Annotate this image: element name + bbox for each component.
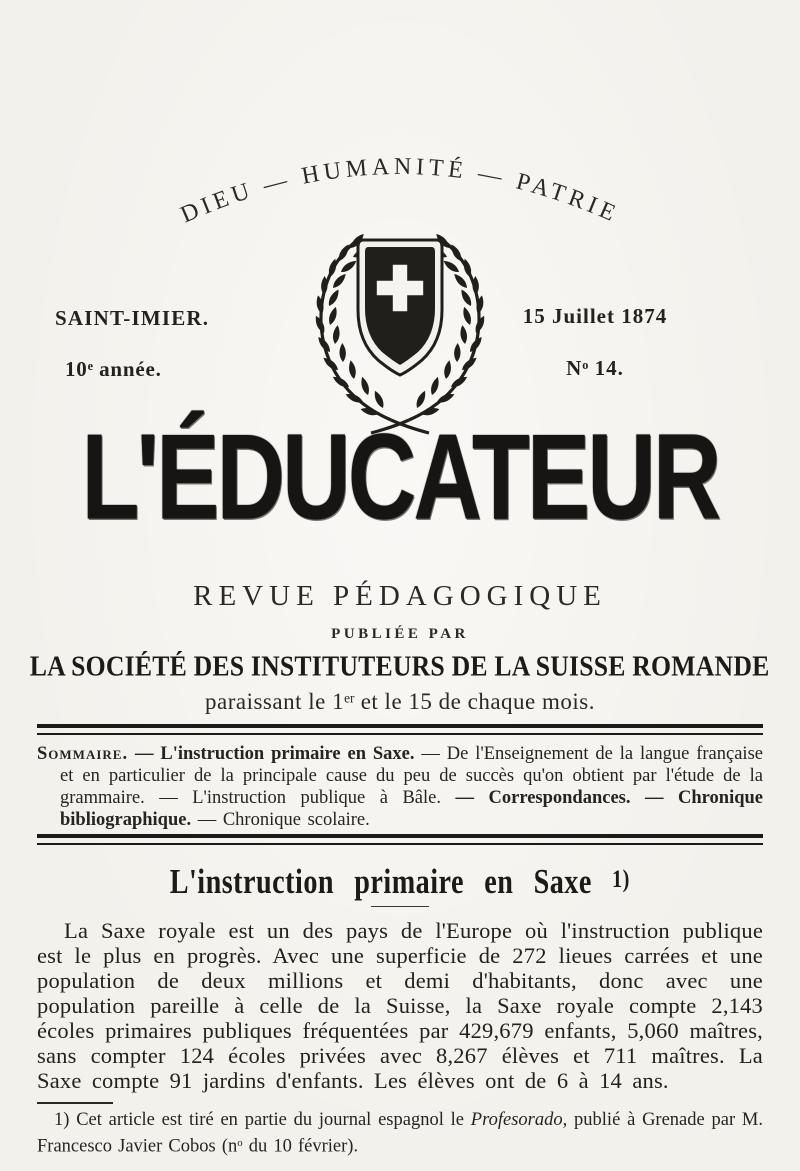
sommaire-item-enseignement: — De l'Enseignement de la langue française et en particulier de la principale cause du peu de succès qu'on obtient par l'étude de la grammaire. xyxy=(60,744,763,808)
journal-title: L'ÉDUCATEUR xyxy=(81,409,719,546)
sommaire-item-scolaire: — Chronique scolaire. xyxy=(191,810,370,830)
sommaire-item-correspondances: — Correspondances. xyxy=(441,788,631,808)
article-title: L'instruction primaire en Saxe 1) xyxy=(169,862,631,902)
published-by-label: PUBLIÉE PAR xyxy=(331,626,469,642)
publisher-society: LA SOCIÉTÉ DES INSTITUTEURS DE LA SUISSE ROMANDE xyxy=(30,650,770,683)
issue-date: 15 Juillet 1874 xyxy=(522,304,668,328)
issue-number: $N^o$ 14. xyxy=(566,356,624,380)
footnote-reference: 1) xyxy=(612,864,631,893)
svg-text:DIEU — HUMANITÉ — PATRIE xyxy=(177,154,623,229)
article-body: La Saxe royale est un des pays de l'Europe où l'instruction publique est le plus en progrès. Avec une superficie de 272 lieues carrées et une population de deux millions et demi d'habitants, donc avec une population pareille à celle de la Suisse, la Saxe royale compte 2,143 écoles primaires publiques fréquentées par 429,679 enfants, 5,060 maîtres, sans compter 124 écoles privées avec 8,267 élèves et 711 maîtres. La Saxe compte 91 jardins d'enfants. Les élèves ont de 6 à 14 ans. xyxy=(37,918,763,1094)
divider-rule-bottom xyxy=(37,834,763,845)
place-and-year xyxy=(55,306,209,382)
date-and-issue xyxy=(502,304,688,381)
footnote-separator-rule xyxy=(37,1102,113,1104)
sommaire-paragraph xyxy=(37,743,763,831)
journal-name-italic: Profesorado xyxy=(470,1110,563,1131)
year-label: 10e année. xyxy=(65,357,162,381)
sommaire-item-saxe: — L'instruction primaire en Saxe. xyxy=(128,744,415,764)
place-label: SAINT-IMIER. xyxy=(55,306,210,330)
sommaire-item-bale: — L'instruction publique à Bâle. xyxy=(144,788,441,808)
article-title-rule xyxy=(371,906,429,907)
sommaire-item-bibliographique: — Chronique bibliographique. xyxy=(60,788,764,830)
journal-subtitle: REVUE PÉDAGOGIQUE xyxy=(193,580,607,612)
divider-rule-top xyxy=(37,724,763,735)
masthead-row xyxy=(0,238,800,426)
motto-text: DIEU — HUMANITÉ — PATRIE xyxy=(176,153,624,229)
sommaire-label: Sommaire. xyxy=(37,744,129,764)
footnote-text: 1) Cet article est tiré en partie du journal espagnol le Profesorado, publié à Grenade par M. Francesco Javier Cobos ($n^o$ du 10 février). xyxy=(37,1110,763,1157)
publication-frequency: paraissant le 1er et le 15 de chaque mois. xyxy=(205,689,595,714)
